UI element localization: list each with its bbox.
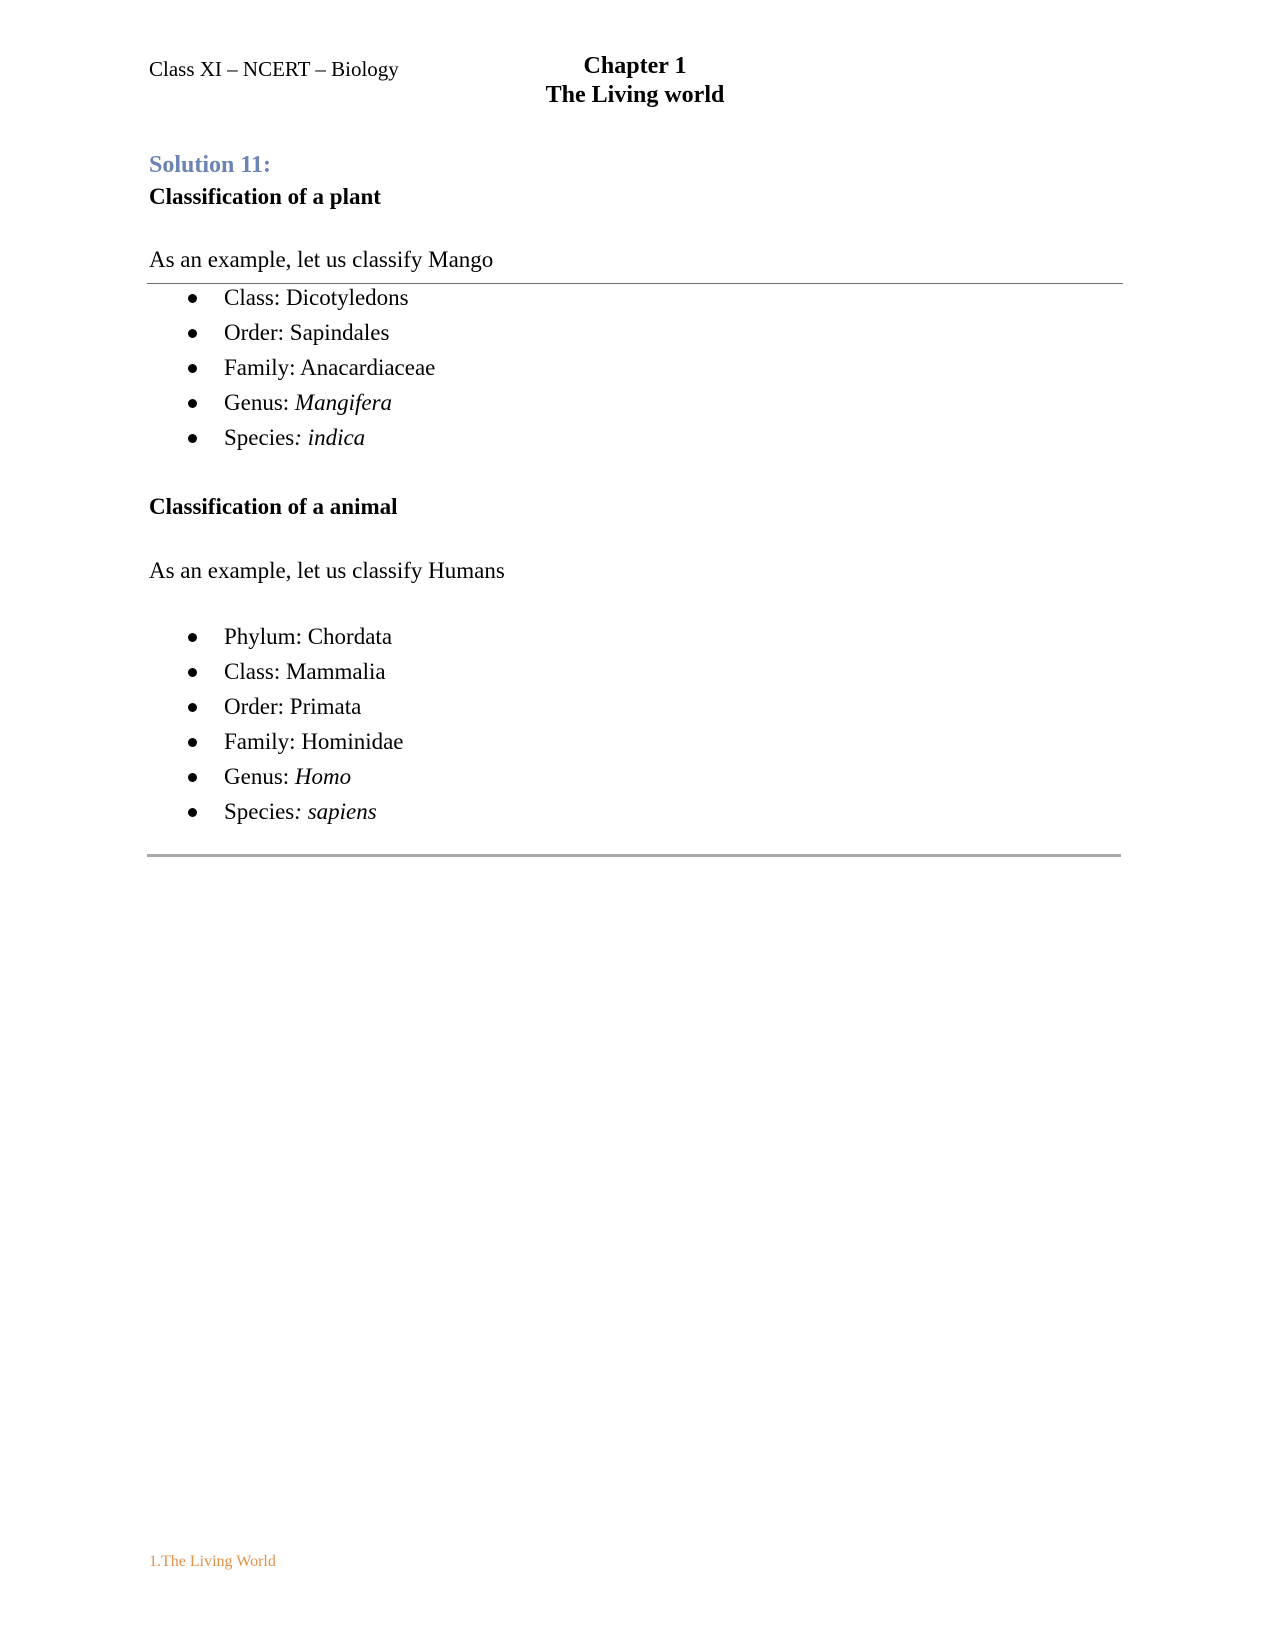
- taxon-value: Hominidae: [301, 729, 404, 754]
- taxon-rank: Class:: [224, 659, 286, 684]
- page-footer: 1.The Living World: [149, 1553, 276, 1570]
- chapter-heading: [540, 52, 730, 110]
- taxon-rank: Genus:: [224, 390, 295, 415]
- bullet-icon: [188, 808, 197, 817]
- taxon-rank: Family:: [224, 355, 301, 380]
- taxon-rank: Order:: [224, 694, 290, 719]
- header-subject: Class XI – NCERT – Biology: [149, 57, 399, 81]
- taxon-rank: Class:: [224, 285, 286, 310]
- animal-intro-text: As an example, let us classify Humans: [149, 558, 505, 583]
- bullet-icon: [188, 668, 197, 677]
- taxon-value: Sapindales: [289, 320, 390, 345]
- bullet-icon: [188, 773, 197, 782]
- chapter-title: The Living world: [545, 82, 725, 108]
- taxon-value: sapiens: [307, 799, 377, 824]
- plant-classification-heading: Classification of a plant: [149, 184, 381, 209]
- bullet-icon: [188, 738, 197, 747]
- bullet-icon: [188, 364, 197, 373]
- plant-intro-text: As an example, let us classify Mango: [149, 247, 494, 272]
- taxon-value: Dicotyledons: [285, 285, 409, 310]
- taxon-value: Homo: [294, 764, 352, 789]
- taxon-value: indica: [307, 425, 366, 450]
- bullet-icon: [188, 703, 197, 712]
- solution-label: Solution 11:: [149, 152, 272, 178]
- bullet-icon: [188, 434, 197, 443]
- taxon-value: Chordata: [307, 624, 393, 649]
- divider-line: [147, 854, 1121, 857]
- bullet-icon: [188, 633, 197, 642]
- taxon-rank: Phylum:: [224, 624, 308, 649]
- taxon-value: Primata: [289, 694, 362, 719]
- bullet-icon: [188, 399, 197, 408]
- taxon-rank: Order:: [224, 320, 290, 345]
- taxon-separator: :: [294, 425, 308, 450]
- taxon-rank: Species: [224, 799, 295, 824]
- taxon-rank: Species: [224, 425, 295, 450]
- bullet-icon: [188, 294, 197, 303]
- animal-classification-heading: Classification of a animal: [149, 494, 398, 519]
- taxon-rank: Family:: [224, 729, 302, 754]
- taxon-separator: :: [294, 799, 308, 824]
- taxon-value: Mammalia: [285, 659, 386, 684]
- bullet-icon: [188, 329, 197, 338]
- taxon-rank: Genus:: [224, 764, 295, 789]
- taxon-value: Mangifera: [294, 390, 393, 415]
- taxon-value: Anacardiaceae: [300, 355, 436, 380]
- chapter-number: Chapter 1: [583, 53, 687, 79]
